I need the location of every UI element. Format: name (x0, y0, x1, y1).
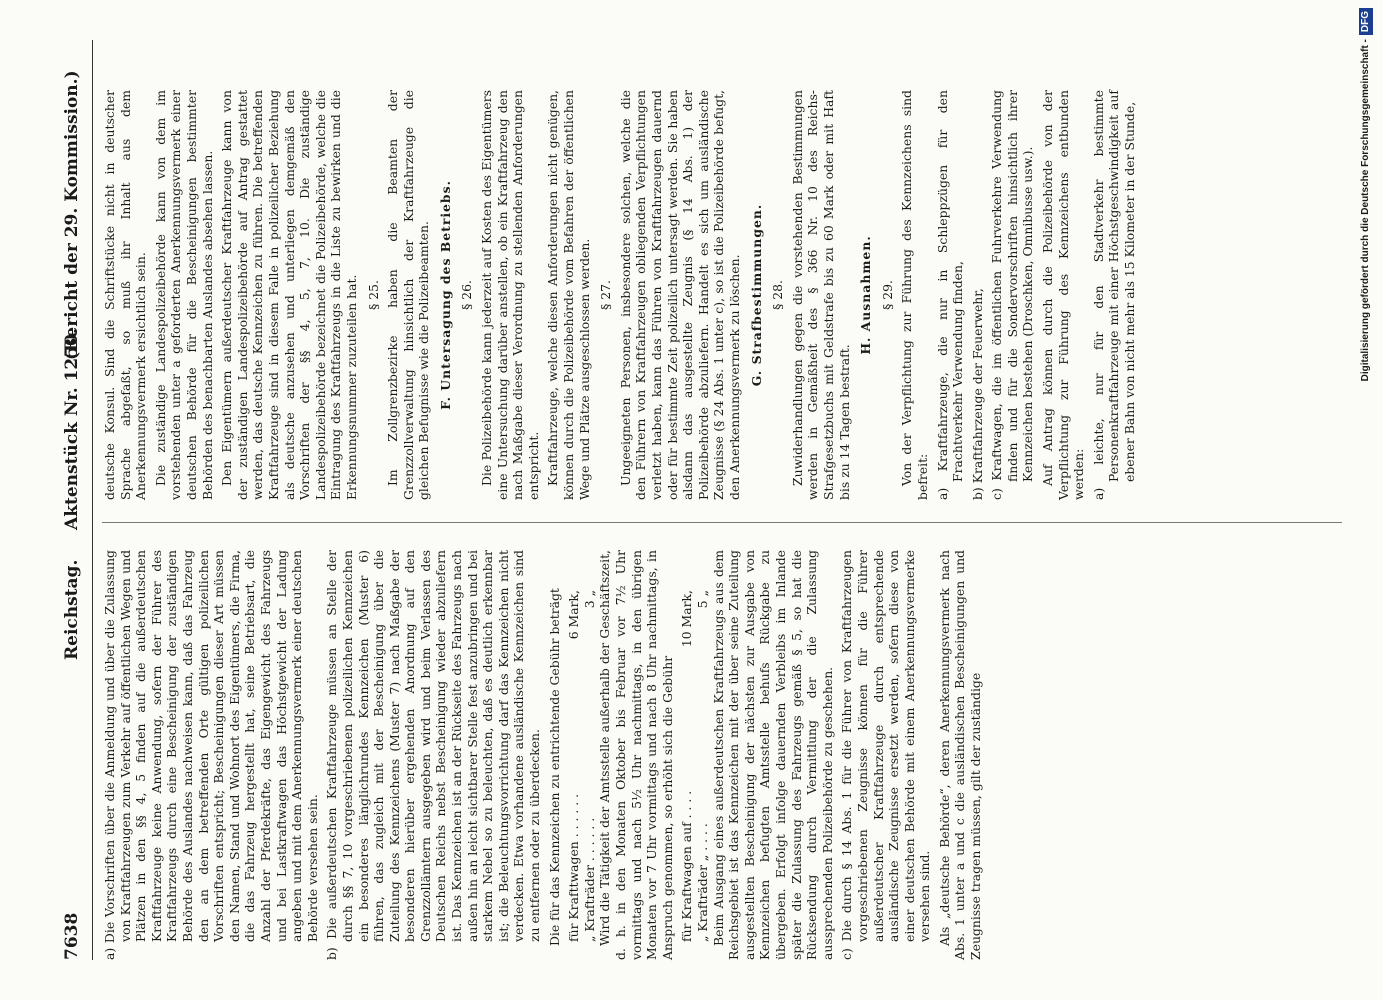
running-header (60, 40, 88, 960)
fee-amount: 10 Mark, (679, 590, 695, 648)
right-column-heading: F. Untersagung des Betriebs. (437, 180, 453, 410)
right-column-heading: § 29. (879, 280, 895, 310)
left-column-fee-row (582, 550, 598, 960)
fee-amount: 3 „ (581, 590, 597, 609)
colophon-text: Digitalisierung gefördert durch die Deutsche Forschungsgemeinschaft - (1360, 39, 1371, 382)
right-column-heading: G. Strafbestimmungen. (748, 203, 764, 387)
right-column-heading: H. Ausnahmen. (858, 235, 874, 355)
right-column-paragraph: Im Zollgrenzbezirke haben die Beamten der Grenzzollverwaltung hinsichtlich der Kraftfahrzeuge die gleichen Befugnisse wie die Polizeibeamten. (385, 90, 432, 500)
header-document-number: Aktenstück Nr. 1250. (62, 328, 82, 530)
right-column-paragraph: c) Kraftwagen, die im öffentlichen Fuhrverkehre Verwendung finden und für die Sondervorschriften hinsichtlich ihrer Kennzeichen bestehen (Droschken, Omnibusse usw.). (989, 90, 1036, 500)
left-column-fee-row (566, 550, 582, 960)
left-column-paragraph: Die für das Kennzeichen zu entrichtende Gebühr beträgt (546, 588, 562, 946)
right-column-paragraph: Kraftfahrzeuge, welche diesen Anforderungen nicht genügen, können durch die Polizeibehörde vom Befahren der öffentlichen Wege und Plätze ausgeschlossen werden. (545, 90, 592, 500)
left-column-paragraph: a) Die Vorschriften über die Anmeldung und über die Zulassung von Kraftfahrzeugen zum Verkehr auf öffentlichen Wegen und Plätzen in den §§ 4, 5 finden auf die außerdeutschen Kraftfahrzeuge keine Anwendung, sofern der Führer des Kraftfahrzeugs durch eine Bescheinigung der zuständigen Behörde des Auslandes nachweisen kann, daß das Fahrzeug den an dem betreffenden Orte gültigen polizeilichen Vorschriften entspricht; Bescheinigungen dieser Art müssen den Namen, Stand und Wohnort des Eigentümers, die Firma, die das Fahrzeug hergestellt hat, seine Betriebsart, die Anzahl der Pferdekräfte, das Eigengewicht des Fahrzeugs und bei Lastkraftwagen das Höchstgewicht der Ladung angeben und mit dem Anerkennungsvermerk einer deutschen Behörde versehen sein. (102, 550, 320, 960)
header-reichstag: Reichstag. (62, 559, 82, 660)
right-column-heading: § 26. (459, 280, 475, 310)
right-column-paragraph: Die Polizeibehörde kann jederzeit auf Kosten des Eigentümers eine Untersuchung darüber anstellen, ob ein Kraftfahrzeug den nach Maßgabe dieser Verordnung zu stellenden Anforderungen entspricht. (479, 90, 541, 500)
right-column-heading: § 28. (770, 280, 786, 310)
digitization-colophon (1356, 8, 1376, 992)
dfg-logo: DFG (1359, 8, 1373, 35)
fee-item: für Kraftwagen auf . . . . (679, 790, 695, 942)
left-column-paragraph: c) Die durch § 14 Abs. 1 für die Führer von Kraftfahrzeugen vorgeschriebenen Zeugnisse können für die Führer außerdeutscher Kraftfahrzeuge durch entsprechende ausländische Zeugnisse ersetzt werden, sofern diese von einer deutschen Behörde mit einem Anerkennungsvermerke versehen sind. (839, 550, 933, 960)
right-column-paragraph: deutsche Konsul. Sind die Schriftstücke nicht in deutscher Sprache abgefaßt, so muß ihr Inhalt aus dem Anerkennungsvermerk ersichtlich sein. (102, 90, 149, 500)
fee-item: für Krafttwagen . . . . . . (566, 793, 582, 942)
fee-amount: 5 „ (694, 590, 710, 609)
printed-sheet (60, 40, 1360, 960)
left-column-paragraph: Als „deutsche Behörde“, deren Anerkennungsvermerk nach Abs. 1 unter a und c die ausländischen Bescheinigungen und Zeugnisse tragen müssen, gilt der zuständige (936, 550, 984, 960)
right-column-paragraph: b) Kraftfahrzeuge der Feuerwehr, (969, 288, 985, 500)
left-column-paragraph: Wird die Tätigkeit der Amtsstelle außerhalb der Geschäftszeit, d. h. in den Monaten Oktober bis Februar vor 7½ Uhr vormittags und nach 5½ Uhr nachmittags, in den übrigen Monaten vor 7 Uhr vormittags und nach 8 Uhr nachmittags, in Anspruch genommen, so erhöht sich die Gebühr (597, 550, 675, 960)
right-column-paragraph: a) leichte, nur für den Stadtverkehr bestimmte Personenkraftfahrzeuge mit einer Höchstgeschwindigkeit auf ebener Bahn von nicht mehr als 15 Kilometer in der Stunde, (1090, 90, 1138, 500)
fee-amount: 6 Mark, (566, 590, 582, 640)
right-column-heading: § 25. (365, 280, 381, 310)
left-text-column (102, 550, 988, 960)
right-column-paragraph: Von der Verpflichtung zur Führung des Kennzeichens sind befreit: (899, 90, 930, 500)
right-column-paragraph: a) Kraftfahrzeuge, die nur in Schleppzügen für den Frachtverkehr Verwendung finden, (934, 90, 966, 500)
page-number: 7638 (62, 912, 82, 960)
right-column-paragraph: Ungeeigneten Personen, insbesondere solchen, welche die den Führern von Kraftfahrzeugen obliegenden Verpflichtungen verletzt haben, kann das Führen von Kraftfahrzeugen dauernd oder für bestimmte Zeit polizeilich untersagt werden. Sie haben alsdann das ausgestellte Zeugnis (§ 14 Abs. 1) der Polizeibehörde abzuliefern. Handelt es sich um ausländische Zeugnisse (§ 24 Abs. 1 unter c), so ist die Polizeibehörde befugt, den Anerkennungsvermerk zu löschen. (617, 90, 742, 500)
left-column-fee-row (695, 550, 711, 960)
right-text-column (102, 90, 1142, 500)
left-column-paragraph: Beim Ausgang eines außerdeutschen Kraftfahrzeugs aus dem Reichsgebiet ist das Kennzeichen mit der über seine Zuteilung ausgestellten Bescheinigung der nächsten zur Ausgabe von Kennzeichen befugten Amtsstelle behufs Rückgabe zu übergeben. Erfolgt infolge dauernden Verbleibs im Inlande später die Zulassung des Fahrzeugs gemäß § 5, so hat die Rücksendung durch Vermittlung der die Zulassung aussprechenden Polizeibehörde zu geschehen. (710, 550, 835, 960)
column-divider (102, 522, 1342, 523)
header-rule (92, 40, 93, 960)
left-column-fee-row (679, 550, 695, 960)
fee-item: „ Krafträder . . . . . . (581, 817, 597, 942)
right-column-paragraph: Auf Antrag können durch die Polizeibehörde von der Verpflichtung zur Führung des Kennzeichens entbunden werden: (1040, 90, 1087, 500)
left-column-paragraph: b) Die außerdeutschen Kraftfahrzeuge müssen an Stelle der durch §§ 7, 10 vorgeschriebenen polizeilichen Kennzeichen ein besonderes länglichrundes Kennzeichen (Muster 6) führen, das zugleich mit der Bescheinigung über die Zuteilung des Kennzeichens (Muster 7) nach Maßgabe der besonderen hierüber ergehenden Anordnung auf den Grenzzollämtern ausgegeben wird und beim Verlassen des Deutschen Reichs nebst Bescheinigung wieder abzuliefern ist. Das Kennzeichen ist an der Rückseite des Fahrzeugs nach außen hin an leicht sichtbarer Stelle fest anzubringen und bei starkem Nebel so zu beleuchten, daß es deutlich erkennbar ist; die Beleuchtungsvorrichtung darf das Kennzeichen nicht verdecken. Etwa vorhandene ausländische Kennzeichen sind zu entfernen oder zu überdecken. (324, 550, 543, 960)
right-column-heading: § 27. (598, 280, 614, 310)
right-column-paragraph: Die zuständige Landespolizeibehörde kann von dem im vorstehenden unter a geforderten Anerkennungsvermerk einer deutschen Behörde für die Bescheinigungen bestimmter Behörden des benachbarten Auslandes absehen lassen. (152, 90, 215, 500)
header-report-title: (Bericht der 29. Kommission.) (62, 70, 82, 360)
right-column-paragraph: Zuwiderhandlungen gegen die vorstehenden Bestimmungen werden in Gemäßheit des § 366 Nr. 10 des Reichs-Strafgesetzbuchs mit Geldstrafe bis zu 60 Mark oder mit Haft bis zu 14 Tagen bestraft. (789, 90, 852, 500)
right-column-paragraph: Den Eigentümern außerdeutscher Kraftfahrzeuge kann von der zuständigen Landespolizeibehörde auf Antrag gestattet werden, das deutsche Kennzeichen zu führen. Die betreffenden Kraftfahrzeuge sind in diesem Falle in polizeilicher Beziehung als deutsche anzusehen und unterliegen demgemäß den Vorschriften der §§ 4, 5, 7, 10. Die zuständige Landespolizeibehörde bezeichnet die Polizeibehörde, welche die Eintragung des Kraftfahrzeugs in die Liste zu bewirken und die Erkennungsnummer zuzuteilen hat. (219, 90, 359, 500)
fee-item: „ Krafträder „ . . . . (694, 823, 710, 942)
